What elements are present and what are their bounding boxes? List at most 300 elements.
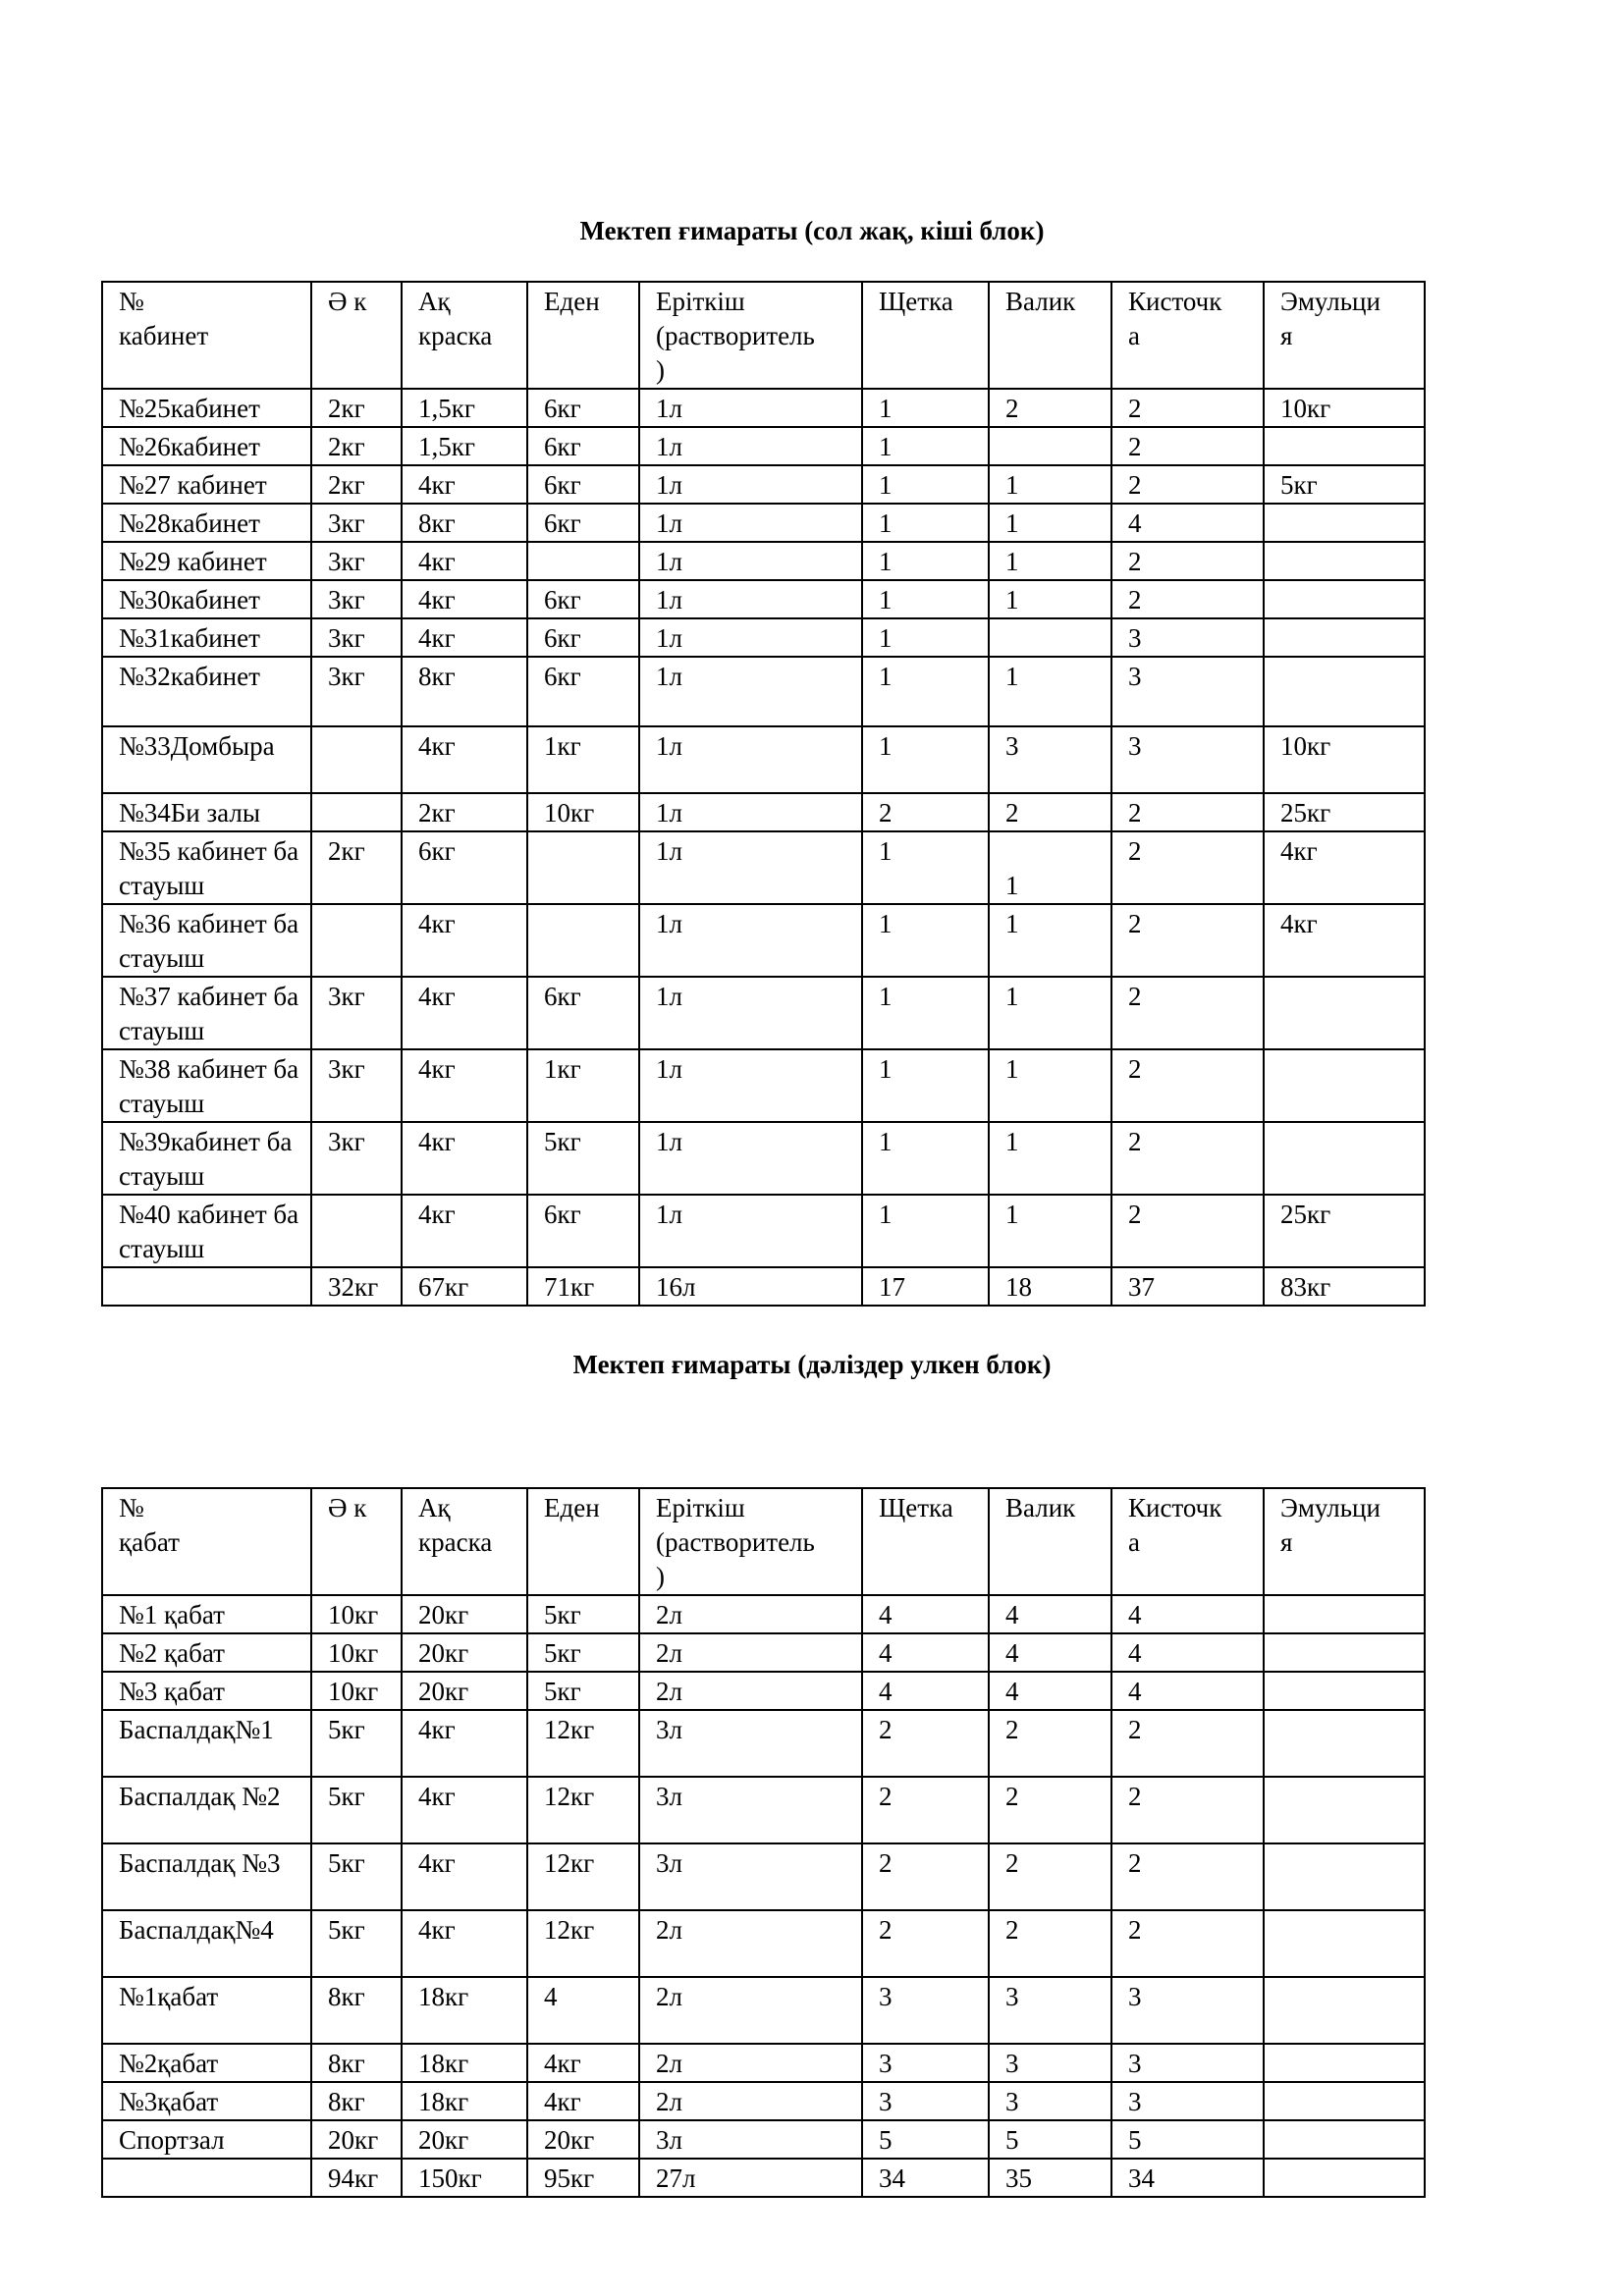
cell-emulsion: 10кг bbox=[1264, 726, 1425, 793]
cell-emulsion: 4кг bbox=[1264, 904, 1425, 977]
cell-ak: 10кг bbox=[311, 1672, 402, 1710]
table-row bbox=[102, 1049, 1425, 1122]
cell-floor: 1кг bbox=[527, 1049, 639, 1122]
cell-white-paint: 4кг bbox=[402, 1843, 527, 1910]
table-row bbox=[102, 542, 1425, 580]
cell-emulsion bbox=[1264, 2159, 1425, 2197]
cell-solvent: 1л bbox=[639, 1195, 862, 1267]
cell-white-paint: 18кг bbox=[402, 2044, 527, 2082]
cell-brush: 1 bbox=[862, 1049, 989, 1122]
cell-ak: 32кг bbox=[311, 1267, 402, 1306]
cell-paintbrush: 2 bbox=[1111, 793, 1264, 831]
cell-name: №35 кабинет бастауыш bbox=[102, 831, 311, 904]
cell-white-paint: 4кг bbox=[402, 1710, 527, 1777]
header-ak: Ә к bbox=[311, 282, 402, 389]
cell-brush: 34 bbox=[862, 2159, 989, 2197]
cell-floor: 6кг bbox=[527, 657, 639, 726]
cell-white-paint: 67кг bbox=[402, 1267, 527, 1306]
header-emulsion: Эмульци я bbox=[1264, 282, 1425, 389]
cell-ak: 3кг bbox=[311, 977, 402, 1049]
cell-roller: 4 bbox=[989, 1672, 1111, 1710]
cell-name: №33Домбыра bbox=[102, 726, 311, 793]
cell-name: Баспалдақ №3 bbox=[102, 1843, 311, 1910]
cell-name: №28кабинет bbox=[102, 504, 311, 542]
cell-floor: 6кг bbox=[527, 465, 639, 504]
table-row bbox=[102, 793, 1425, 831]
table-row bbox=[102, 465, 1425, 504]
cell-paintbrush: 3 bbox=[1111, 2044, 1264, 2082]
cell-floor: 5кг bbox=[527, 1595, 639, 1633]
cell-ak: 5кг bbox=[311, 1777, 402, 1843]
cell-solvent: 1л bbox=[639, 657, 862, 726]
cell-brush: 1 bbox=[862, 542, 989, 580]
cell-emulsion: 5кг bbox=[1264, 465, 1425, 504]
cell-solvent: 1л bbox=[639, 1049, 862, 1122]
cell-floor bbox=[527, 831, 639, 904]
cell-roller: 2 bbox=[989, 1910, 1111, 1977]
cell-paintbrush: 2 bbox=[1111, 465, 1264, 504]
cell-brush: 1 bbox=[862, 618, 989, 657]
cell-brush: 1 bbox=[862, 977, 989, 1049]
cell-emulsion: 83кг bbox=[1264, 1267, 1425, 1306]
cell-solvent: 2л bbox=[639, 1595, 862, 1633]
cell-name: Баспалдақ№4 bbox=[102, 1910, 311, 1977]
cell-emulsion bbox=[1264, 1595, 1425, 1633]
cell-ak: 8кг bbox=[311, 2082, 402, 2120]
cell-emulsion bbox=[1264, 2120, 1425, 2159]
cell-emulsion bbox=[1264, 1910, 1425, 1977]
cell-ak: 8кг bbox=[311, 2044, 402, 2082]
cell-brush: 3 bbox=[862, 2082, 989, 2120]
cell-emulsion bbox=[1264, 1710, 1425, 1777]
cell-brush: 5 bbox=[862, 2120, 989, 2159]
cell-roller bbox=[989, 427, 1111, 465]
cell-ak: 8кг bbox=[311, 1977, 402, 2044]
cell-name: №2 қабат bbox=[102, 1633, 311, 1672]
cell-ak: 2кг bbox=[311, 831, 402, 904]
header-white-paint: Ақ краска bbox=[402, 1488, 527, 1595]
section1-title: Мектеп ғимараты (сол жақ, кіші блок) bbox=[579, 216, 1045, 245]
cell-roller: 1 bbox=[989, 1049, 1111, 1122]
cell-white-paint: 4кг bbox=[402, 618, 527, 657]
cell-name: №39кабинет бастауыш bbox=[102, 1122, 311, 1195]
cell-solvent: 1л bbox=[639, 580, 862, 618]
cell-roller: 2 bbox=[989, 1843, 1111, 1910]
cell-white-paint: 4кг bbox=[402, 726, 527, 793]
cell-floor: 6кг bbox=[527, 977, 639, 1049]
cell-solvent: 1л bbox=[639, 389, 862, 427]
cell-paintbrush: 37 bbox=[1111, 1267, 1264, 1306]
cell-paintbrush: 2 bbox=[1111, 977, 1264, 1049]
cell-roller: 3 bbox=[989, 726, 1111, 793]
cell-ak: 10кг bbox=[311, 1633, 402, 1672]
cell-solvent: 16л bbox=[639, 1267, 862, 1306]
cell-brush: 2 bbox=[862, 1777, 989, 1843]
cell-brush: 1 bbox=[862, 427, 989, 465]
cell-floor: 6кг bbox=[527, 1195, 639, 1267]
cell-emulsion: 25кг bbox=[1264, 1195, 1425, 1267]
cell-ak: 94кг bbox=[311, 2159, 402, 2197]
cell-name: №1қабат bbox=[102, 1977, 311, 2044]
table-row bbox=[102, 2120, 1425, 2159]
table-row bbox=[102, 1843, 1425, 1910]
cell-solvent: 2л bbox=[639, 2044, 862, 2082]
table-body bbox=[102, 282, 1425, 1306]
cell-paintbrush: 2 bbox=[1111, 542, 1264, 580]
header-brush: Щетка bbox=[862, 282, 989, 389]
cell-name: №31кабинет bbox=[102, 618, 311, 657]
table-row bbox=[102, 1777, 1425, 1843]
cell-paintbrush: 4 bbox=[1111, 1672, 1264, 1710]
cell-roller: 3 bbox=[989, 2044, 1111, 2082]
cell-solvent: 3л bbox=[639, 1777, 862, 1843]
header-roller: Валик bbox=[989, 282, 1111, 389]
cell-solvent: 1л bbox=[639, 831, 862, 904]
cell-emulsion bbox=[1264, 1633, 1425, 1672]
cell-ak: 10кг bbox=[311, 1595, 402, 1633]
header-emulsion: Эмульци я bbox=[1264, 1488, 1425, 1595]
cell-white-paint: 150кг bbox=[402, 2159, 527, 2197]
cell-paintbrush: 3 bbox=[1111, 726, 1264, 793]
cell-ak bbox=[311, 726, 402, 793]
cell-solvent: 1л bbox=[639, 793, 862, 831]
header-ak: Ә к bbox=[311, 1488, 402, 1595]
cell-floor: 12кг bbox=[527, 1843, 639, 1910]
cell-name: №37 кабинет бастауыш bbox=[102, 977, 311, 1049]
cell-paintbrush: 2 bbox=[1111, 1843, 1264, 1910]
cell-white-paint: 4кг bbox=[402, 580, 527, 618]
cell-floor: 20кг bbox=[527, 2120, 639, 2159]
cell-floor: 12кг bbox=[527, 1910, 639, 1977]
header-roller: Валик bbox=[989, 1488, 1111, 1595]
cell-emulsion bbox=[1264, 580, 1425, 618]
cell-name: №1 қабат bbox=[102, 1595, 311, 1633]
table-row bbox=[102, 1977, 1425, 2044]
header-solvent: Еріткіш (растворитель ) bbox=[639, 282, 862, 389]
cell-brush: 4 bbox=[862, 1672, 989, 1710]
table-row bbox=[102, 726, 1425, 793]
cell-paintbrush: 34 bbox=[1111, 2159, 1264, 2197]
cell-emulsion bbox=[1264, 2082, 1425, 2120]
cell-solvent: 2л bbox=[639, 1672, 862, 1710]
cell-ak: 3кг bbox=[311, 657, 402, 726]
cell-emulsion bbox=[1264, 504, 1425, 542]
cell-floor: 6кг bbox=[527, 504, 639, 542]
cell-ak: 3кг bbox=[311, 1122, 402, 1195]
cell-white-paint: 4кг bbox=[402, 1049, 527, 1122]
header-white-paint: Ақ краска bbox=[402, 282, 527, 389]
cell-roller: 1 bbox=[989, 504, 1111, 542]
cell-floor: 71кг bbox=[527, 1267, 639, 1306]
table-header-row bbox=[102, 1488, 1425, 1595]
table-row bbox=[102, 831, 1425, 904]
cell-floor: 5кг bbox=[527, 1122, 639, 1195]
cell-paintbrush: 2 bbox=[1111, 389, 1264, 427]
cell-brush: 3 bbox=[862, 2044, 989, 2082]
cell-paintbrush: 2 bbox=[1111, 1195, 1264, 1267]
cell-roller: 2 bbox=[989, 793, 1111, 831]
table-row bbox=[102, 1595, 1425, 1633]
cell-emulsion bbox=[1264, 542, 1425, 580]
cell-ak bbox=[311, 1195, 402, 1267]
cell-floor: 4кг bbox=[527, 2044, 639, 2082]
cell-white-paint: 4кг bbox=[402, 904, 527, 977]
cell-paintbrush: 2 bbox=[1111, 1777, 1264, 1843]
cell-roller bbox=[989, 618, 1111, 657]
cell-solvent: 1л bbox=[639, 504, 862, 542]
cell-solvent: 2л bbox=[639, 1633, 862, 1672]
cell-floor bbox=[527, 542, 639, 580]
cell-floor: 6кг bbox=[527, 389, 639, 427]
cell-ak: 5кг bbox=[311, 1910, 402, 1977]
cell-white-paint: 20кг bbox=[402, 2120, 527, 2159]
cell-roller: 1 bbox=[989, 580, 1111, 618]
cell-emulsion bbox=[1264, 2044, 1425, 2082]
cell-paintbrush: 4 bbox=[1111, 1595, 1264, 1633]
cell-emulsion bbox=[1264, 977, 1425, 1049]
cell-solvent: 3л bbox=[639, 1710, 862, 1777]
cell-name: №38 кабинет бастауыш bbox=[102, 1049, 311, 1122]
cell-solvent: 1л bbox=[639, 977, 862, 1049]
cell-white-paint: 20кг bbox=[402, 1633, 527, 1672]
header-paintbrush: Кисточк а bbox=[1111, 1488, 1264, 1595]
cell-ak bbox=[311, 904, 402, 977]
cell-roller: 35 bbox=[989, 2159, 1111, 2197]
cell-brush: 1 bbox=[862, 657, 989, 726]
cell-brush: 1 bbox=[862, 465, 989, 504]
cell-brush: 1 bbox=[862, 580, 989, 618]
cell-name: №32кабинет bbox=[102, 657, 311, 726]
cell-paintbrush: 3 bbox=[1111, 618, 1264, 657]
cell-white-paint: 18кг bbox=[402, 1977, 527, 2044]
table-row bbox=[102, 389, 1425, 427]
cell-roller: 3 bbox=[989, 2082, 1111, 2120]
cell-brush: 1 bbox=[862, 389, 989, 427]
cell-solvent: 1л bbox=[639, 542, 862, 580]
cell-solvent: 1л bbox=[639, 618, 862, 657]
cell-name: №27 кабинет bbox=[102, 465, 311, 504]
cell-roller: 1 bbox=[989, 1195, 1111, 1267]
cell-floor bbox=[527, 904, 639, 977]
table-row bbox=[102, 1633, 1425, 1672]
cell-name: №3 қабат bbox=[102, 1672, 311, 1710]
table-row bbox=[102, 2082, 1425, 2120]
cell-paintbrush: 3 bbox=[1111, 657, 1264, 726]
cell-roller: 1 bbox=[989, 1122, 1111, 1195]
cell-floor: 6кг bbox=[527, 427, 639, 465]
cell-emulsion bbox=[1264, 1049, 1425, 1122]
cell-ak: 5кг bbox=[311, 1710, 402, 1777]
cell-ak: 2кг bbox=[311, 465, 402, 504]
cell-solvent: 1л bbox=[639, 726, 862, 793]
cell-emulsion bbox=[1264, 1843, 1425, 1910]
cell-roller: 1 bbox=[989, 977, 1111, 1049]
cell-ak: 2кг bbox=[311, 389, 402, 427]
table-row bbox=[102, 580, 1425, 618]
cell-name: №36 кабинет бастауыш bbox=[102, 904, 311, 977]
table-row bbox=[102, 657, 1425, 726]
cell-emulsion: 10кг bbox=[1264, 389, 1425, 427]
header-floor-level: № қабат bbox=[102, 1488, 311, 1595]
cell-white-paint: 6кг bbox=[402, 831, 527, 904]
cell-white-paint: 8кг bbox=[402, 657, 527, 726]
cell-ak: 3кг bbox=[311, 504, 402, 542]
cell-ak: 2кг bbox=[311, 427, 402, 465]
header-floor: Еден bbox=[527, 1488, 639, 1595]
cell-paintbrush: 3 bbox=[1111, 1977, 1264, 2044]
cell-brush: 2 bbox=[862, 1710, 989, 1777]
header-floor: Еден bbox=[527, 282, 639, 389]
cell-floor: 12кг bbox=[527, 1777, 639, 1843]
cell-roller: 1 bbox=[989, 657, 1111, 726]
cell-white-paint: 1,5кг bbox=[402, 427, 527, 465]
cell-roller: 4 bbox=[989, 1633, 1111, 1672]
cell-ak bbox=[311, 793, 402, 831]
table-row bbox=[102, 618, 1425, 657]
cell-paintbrush: 2 bbox=[1111, 1122, 1264, 1195]
cell-emulsion bbox=[1264, 657, 1425, 726]
cell-name: №3қабат bbox=[102, 2082, 311, 2120]
cell-paintbrush: 4 bbox=[1111, 504, 1264, 542]
cell-name: №26кабинет bbox=[102, 427, 311, 465]
cell-roller: 3 bbox=[989, 1977, 1111, 2044]
classroom-materials-table bbox=[101, 281, 1426, 1307]
cell-brush: 1 bbox=[862, 726, 989, 793]
cell-white-paint: 4кг bbox=[402, 1910, 527, 1977]
cell-white-paint: 20кг bbox=[402, 1595, 527, 1633]
cell-white-paint: 18кг bbox=[402, 2082, 527, 2120]
cell-solvent: 1л bbox=[639, 904, 862, 977]
cell-name: №40 кабинет бастауыш bbox=[102, 1195, 311, 1267]
cell-floor: 6кг bbox=[527, 618, 639, 657]
table-header-row bbox=[102, 282, 1425, 389]
cell-floor: 10кг bbox=[527, 793, 639, 831]
table-body bbox=[102, 1488, 1425, 2197]
cell-name: Баспалдақ№1 bbox=[102, 1710, 311, 1777]
cell-white-paint: 4кг bbox=[402, 1122, 527, 1195]
cell-white-paint: 1,5кг bbox=[402, 389, 527, 427]
cell-name bbox=[102, 1267, 311, 1306]
cell-name: №30кабинет bbox=[102, 580, 311, 618]
cell-name: №25кабинет bbox=[102, 389, 311, 427]
cell-paintbrush: 5 bbox=[1111, 2120, 1264, 2159]
cell-white-paint: 2кг bbox=[402, 793, 527, 831]
cell-floor: 5кг bbox=[527, 1672, 639, 1710]
cell-brush: 4 bbox=[862, 1595, 989, 1633]
cell-white-paint: 20кг bbox=[402, 1672, 527, 1710]
cell-emulsion bbox=[1264, 1672, 1425, 1710]
cell-emulsion: 25кг bbox=[1264, 793, 1425, 831]
cell-solvent: 1л bbox=[639, 427, 862, 465]
cell-brush: 2 bbox=[862, 1843, 989, 1910]
cell-brush: 1 bbox=[862, 504, 989, 542]
cell-name bbox=[102, 2159, 311, 2197]
cell-paintbrush: 4 bbox=[1111, 1633, 1264, 1672]
cell-solvent: 2л bbox=[639, 1977, 862, 2044]
cell-floor: 4 bbox=[527, 1977, 639, 2044]
cell-roller: 2 bbox=[989, 1777, 1111, 1843]
table-row bbox=[102, 427, 1425, 465]
cell-white-paint: 4кг bbox=[402, 465, 527, 504]
cell-paintbrush: 2 bbox=[1111, 1710, 1264, 1777]
cell-solvent: 2л bbox=[639, 2082, 862, 2120]
cell-name: №2қабат bbox=[102, 2044, 311, 2082]
cell-paintbrush: 2 bbox=[1111, 1910, 1264, 1977]
cell-paintbrush: 2 bbox=[1111, 831, 1264, 904]
header-brush: Щетка bbox=[862, 1488, 989, 1595]
cell-paintbrush: 2 bbox=[1111, 580, 1264, 618]
section2-title: Мектеп ғимараты (дәліздер улкен блок) bbox=[572, 1350, 1052, 1379]
table-row bbox=[102, 1710, 1425, 1777]
cell-roller: 1 bbox=[989, 542, 1111, 580]
cell-brush: 17 bbox=[862, 1267, 989, 1306]
table-row bbox=[102, 1195, 1425, 1267]
cell-emulsion bbox=[1264, 618, 1425, 657]
cell-white-paint: 4кг bbox=[402, 977, 527, 1049]
table-row bbox=[102, 504, 1425, 542]
table-row bbox=[102, 977, 1425, 1049]
cell-roller: 2 bbox=[989, 1710, 1111, 1777]
header-paintbrush: Кисточк а bbox=[1111, 282, 1264, 389]
cell-name: №29 кабинет bbox=[102, 542, 311, 580]
cell-ak: 3кг bbox=[311, 542, 402, 580]
cell-brush: 2 bbox=[862, 1910, 989, 1977]
cell-paintbrush: 2 bbox=[1111, 904, 1264, 977]
cell-roller: 1 bbox=[989, 465, 1111, 504]
cell-paintbrush: 2 bbox=[1111, 1049, 1264, 1122]
cell-name: №34Би залы bbox=[102, 793, 311, 831]
cell-solvent: 1л bbox=[639, 465, 862, 504]
cell-roller: 4 bbox=[989, 1595, 1111, 1633]
cell-solvent: 3л bbox=[639, 1843, 862, 1910]
table-row bbox=[102, 1910, 1425, 1977]
cell-floor: 12кг bbox=[527, 1710, 639, 1777]
cell-ak: 3кг bbox=[311, 618, 402, 657]
cell-ak: 3кг bbox=[311, 1049, 402, 1122]
cell-brush: 1 bbox=[862, 1122, 989, 1195]
table-row bbox=[102, 1672, 1425, 1710]
cell-solvent: 3л bbox=[639, 2120, 862, 2159]
cell-emulsion bbox=[1264, 427, 1425, 465]
cell-paintbrush: 2 bbox=[1111, 427, 1264, 465]
cell-floor: 4кг bbox=[527, 2082, 639, 2120]
cell-emulsion bbox=[1264, 1122, 1425, 1195]
corridor-materials-table bbox=[101, 1487, 1426, 2198]
cell-brush: 1 bbox=[862, 831, 989, 904]
cell-roller: 1 bbox=[989, 904, 1111, 977]
cell-emulsion bbox=[1264, 1777, 1425, 1843]
cell-white-paint: 4кг bbox=[402, 1195, 527, 1267]
cell-roller: 18 bbox=[989, 1267, 1111, 1306]
cell-white-paint: 8кг bbox=[402, 504, 527, 542]
header-solvent: Еріткіш (растворитель ) bbox=[639, 1488, 862, 1595]
cell-brush: 2 bbox=[862, 793, 989, 831]
cell-solvent: 1л bbox=[639, 1122, 862, 1195]
cell-paintbrush: 3 bbox=[1111, 2082, 1264, 2120]
cell-roller: 1 bbox=[989, 831, 1111, 904]
cell-white-paint: 4кг bbox=[402, 1777, 527, 1843]
cell-floor: 95кг bbox=[527, 2159, 639, 2197]
cell-floor: 1кг bbox=[527, 726, 639, 793]
cell-brush: 3 bbox=[862, 1977, 989, 2044]
cell-floor: 6кг bbox=[527, 580, 639, 618]
cell-name: Спортзал bbox=[102, 2120, 311, 2159]
cell-ak: 3кг bbox=[311, 580, 402, 618]
cell-emulsion: 4кг bbox=[1264, 831, 1425, 904]
table-row bbox=[102, 2044, 1425, 2082]
cell-floor: 5кг bbox=[527, 1633, 639, 1672]
cell-name: Баспалдақ №2 bbox=[102, 1777, 311, 1843]
